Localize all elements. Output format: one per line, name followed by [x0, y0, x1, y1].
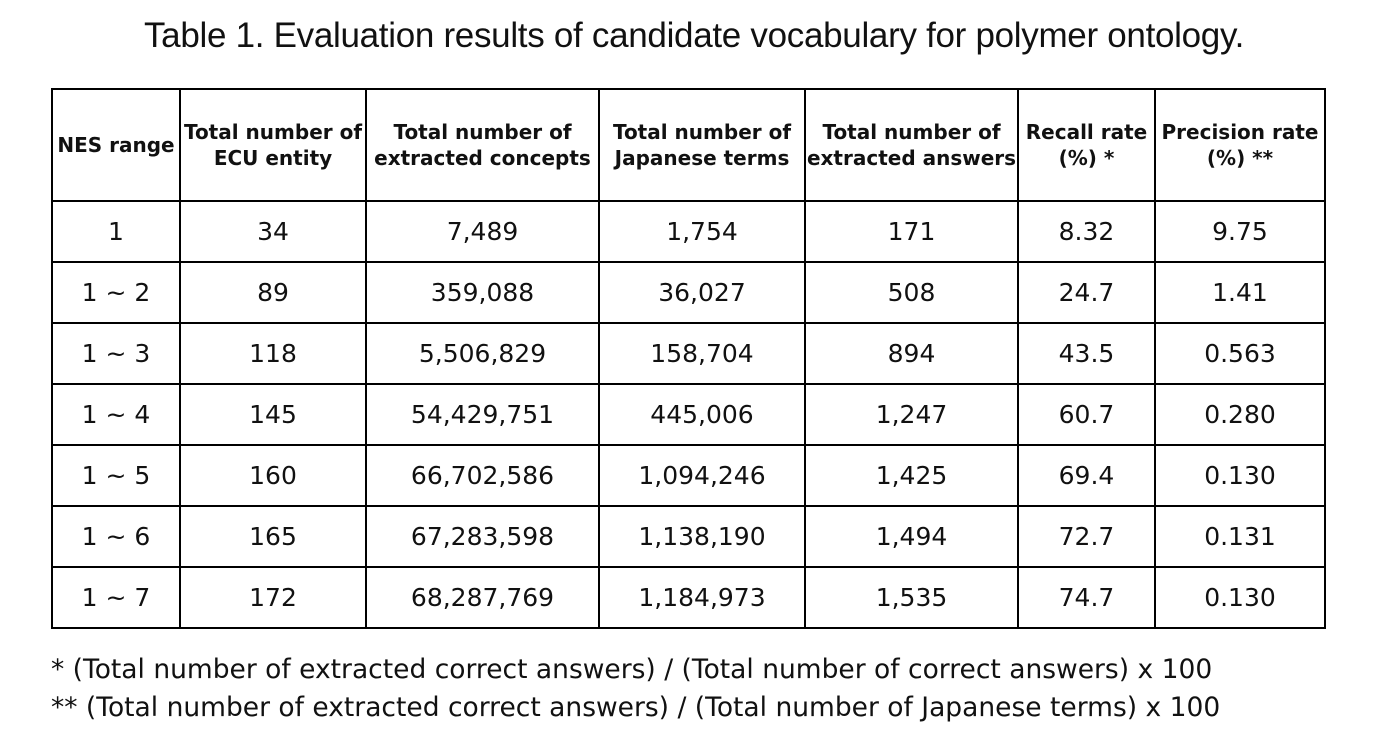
cell-nes-range: 1 [52, 201, 180, 262]
cell-ecu-entity: 145 [180, 384, 366, 445]
cell-japanese-terms: 445,006 [599, 384, 805, 445]
cell-extracted-answers: 508 [805, 262, 1018, 323]
header-japanese-terms [599, 89, 805, 201]
header-recall-rate [1018, 89, 1155, 201]
cell-nes-range: 1 ~ 6 [52, 506, 180, 567]
cell-precision-rate: 0.130 [1155, 567, 1325, 628]
table-title: Table 1. Evaluation results of candidate vocabulary for polymer ontology. [143, 16, 1245, 55]
cell-nes-range: 1 ~ 7 [52, 567, 180, 628]
cell-japanese-terms: 1,138,190 [599, 506, 805, 567]
cell-japanese-terms: 36,027 [599, 262, 805, 323]
cell-extracted-answers: 1,425 [805, 445, 1018, 506]
footnote-precision: ** (Total number of extracted correct answers) / (Total number of Japanese terms) x 100 [51, 692, 1221, 723]
header-nes-range-label: NES range [57, 133, 175, 157]
header-precision-rate-line2: (%) ** [1206, 146, 1274, 170]
results-table [51, 88, 1326, 629]
cell-nes-range: 1 ~ 5 [52, 445, 180, 506]
cell-precision-rate: 0.563 [1155, 323, 1325, 384]
cell-ecu-entity: 34 [180, 201, 366, 262]
header-row [52, 89, 1325, 201]
cell-extracted-concepts: 66,702,586 [366, 445, 599, 506]
cell-extracted-concepts: 5,506,829 [366, 323, 599, 384]
footnote-recall: * (Total number of extracted correct answers) / (Total number of correct answers) x 100 [51, 654, 1213, 685]
cell-recall-rate: 24.7 [1018, 262, 1155, 323]
cell-precision-rate: 0.280 [1155, 384, 1325, 445]
cell-nes-range: 1 ~ 4 [52, 384, 180, 445]
table-row [52, 567, 1325, 628]
header-precision-rate-line1: Precision rate [1161, 120, 1319, 144]
cell-precision-rate: 1.41 [1155, 262, 1325, 323]
cell-extracted-concepts: 359,088 [366, 262, 599, 323]
table-row [52, 323, 1325, 384]
header-ecu-entity [180, 89, 366, 201]
cell-recall-rate: 43.5 [1018, 323, 1155, 384]
cell-extracted-concepts: 7,489 [366, 201, 599, 262]
header-recall-rate-line1: Recall rate [1025, 120, 1148, 144]
header-precision-rate [1155, 89, 1325, 201]
cell-nes-range: 1 ~ 2 [52, 262, 180, 323]
cell-precision-rate: 0.131 [1155, 506, 1325, 567]
cell-japanese-terms: 158,704 [599, 323, 805, 384]
header-extracted-concepts-line2: extracted concepts [374, 146, 591, 170]
cell-ecu-entity: 118 [180, 323, 366, 384]
header-extracted-concepts [366, 89, 599, 201]
cell-extracted-concepts: 54,429,751 [366, 384, 599, 445]
cell-ecu-entity: 165 [180, 506, 366, 567]
table-row [52, 201, 1325, 262]
cell-japanese-terms: 1,094,246 [599, 445, 805, 506]
header-japanese-terms-line2: Japanese terms [614, 146, 790, 170]
table-row [52, 384, 1325, 445]
header-ecu-entity-line2: ECU entity [213, 146, 333, 170]
cell-extracted-answers: 1,535 [805, 567, 1018, 628]
header-ecu-entity-line1: Total number of [183, 120, 363, 144]
cell-recall-rate: 69.4 [1018, 445, 1155, 506]
cell-precision-rate: 9.75 [1155, 201, 1325, 262]
cell-japanese-terms: 1,754 [599, 201, 805, 262]
cell-recall-rate: 60.7 [1018, 384, 1155, 445]
cell-extracted-answers: 1,494 [805, 506, 1018, 567]
cell-nes-range: 1 ~ 3 [52, 323, 180, 384]
cell-ecu-entity: 172 [180, 567, 366, 628]
cell-recall-rate: 8.32 [1018, 201, 1155, 262]
cell-extracted-answers: 171 [805, 201, 1018, 262]
cell-recall-rate: 74.7 [1018, 567, 1155, 628]
header-recall-rate-line2: (%) * [1058, 146, 1115, 170]
table-row [52, 262, 1325, 323]
cell-extracted-answers: 1,247 [805, 384, 1018, 445]
cell-ecu-entity: 89 [180, 262, 366, 323]
footnotes [51, 651, 1220, 727]
header-extracted-concepts-line1: Total number of [393, 120, 572, 144]
cell-extracted-concepts: 68,287,769 [366, 567, 599, 628]
table-row [52, 445, 1325, 506]
header-nes-range [52, 89, 180, 201]
header-extracted-answers [805, 89, 1018, 201]
table-row [52, 506, 1325, 567]
cell-precision-rate: 0.130 [1155, 445, 1325, 506]
cell-ecu-entity: 160 [180, 445, 366, 506]
header-extracted-answers-line2: extracted answers [806, 146, 1017, 170]
cell-recall-rate: 72.7 [1018, 506, 1155, 567]
cell-extracted-concepts: 67,283,598 [366, 506, 599, 567]
cell-japanese-terms: 1,184,973 [599, 567, 805, 628]
cell-extracted-answers: 894 [805, 323, 1018, 384]
header-japanese-terms-line1: Total number of [612, 120, 792, 144]
header-extracted-answers-line1: Total number of [822, 120, 1001, 144]
